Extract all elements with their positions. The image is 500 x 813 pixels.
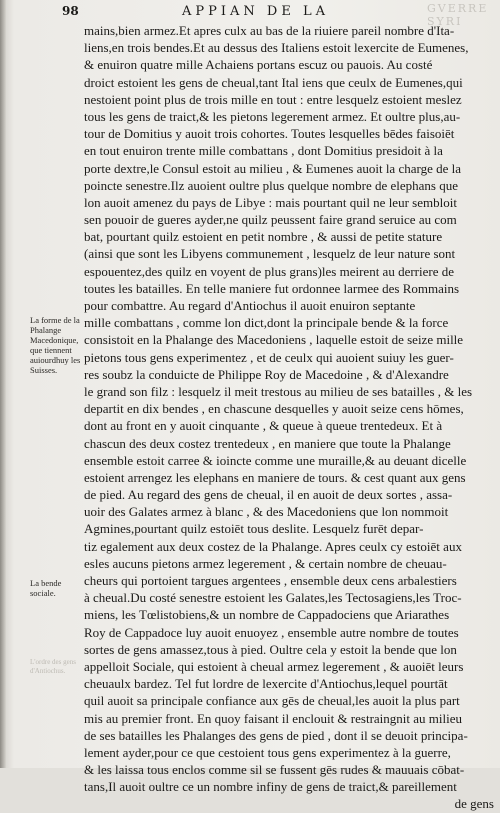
page-number: 98 bbox=[62, 4, 79, 18]
margin-note-phalange: La forme de la Phalange Macedonique, que tiennent auiourdhuy les Suisses. bbox=[30, 315, 81, 375]
text-line: appelloit Sociale, qui estoient à cheual armez legerement , & auoiēt leurs bbox=[84, 658, 464, 674]
text-line: tiz egalement aux deux costez de la Phalange. Apres ceulx cy estoiēt aux bbox=[84, 538, 462, 554]
text-line: & enuiron quatre mille Achaiens portans escuz ou pauois. Au costé bbox=[84, 57, 433, 73]
text-line: Roy de Cappadoce luy auoit enuoyez , ensemble autre nombre de toutes bbox=[84, 624, 459, 640]
text-line: miens, les Tœlistobiens,& un nombre de Cappadociens que Ariarathes bbox=[84, 607, 450, 623]
text-line: pietons tous gens experimentez , et de ceulx qui auoient suiuy les guer- bbox=[84, 349, 454, 365]
text-line: de pied. Au regard des gens de cheual, il en auoit de deux sortes , assa- bbox=[84, 487, 453, 503]
text-line: cheuaulx bardez. Tel fut lordre de lexercite d'Antiochus,lequel pourtāt bbox=[84, 676, 448, 692]
text-line: estoient arrengez les elephans en maniere de tours. & cest quant aux gens bbox=[84, 469, 466, 485]
text-line: bat, pourtant quilz estoient en petit nombre , & aussi de petite stature bbox=[84, 229, 443, 245]
text-line: espouentez,des quilz en voyent de plus grans)les meirent au derriere de bbox=[84, 263, 454, 279]
text-line: tous les gens de traict,& les pietons legerement armez. Et oultre plus,au- bbox=[84, 108, 461, 124]
text-line: à cheual.Du costé senestre estoient les Galates,les Tectosagiens,les Troc- bbox=[84, 590, 462, 606]
binding-gutter bbox=[0, 0, 6, 768]
page-header bbox=[62, 2, 494, 28]
text-line: poincte senestre.Ilz auoient oultre plus quelque nombre de elephans que bbox=[84, 177, 458, 193]
text-line: quil auoit sa principale confiance aux gēs de cheual,les auoit la plus part bbox=[84, 693, 460, 709]
text-line: chascun des deux costez trentedeux , en maniere que toute la Phalange bbox=[84, 435, 451, 451]
margin-bleed-through: L'ordre des gens d'Antiochus. bbox=[30, 658, 76, 675]
bleed-through-text: GVERRE SYRI bbox=[427, 2, 489, 28]
text-line: porte dextre,le Consul estoit au milieu , & Eumenes auoit la charge de la bbox=[84, 160, 462, 176]
text-line: ensemble estoit carree & ioincte comme une muraille,& au deuant dicelle bbox=[84, 452, 467, 468]
text-line: le grand son filz : lesquelz il meit trestous au milieu de ses batailles , & les bbox=[84, 383, 473, 399]
text-line: en tout enuiron trente mille combattans , dont Domitius presidoit à la bbox=[84, 143, 443, 159]
text-line: liens,en trois bendes.Et au dessus des Italiens estoit lexercite de Eumenes, bbox=[84, 40, 469, 56]
margin-note-bende-sociale: La bende sociale. bbox=[30, 578, 62, 598]
text-line: cheurs qui portoient targues argentees , ensemble deux cens arbalestiers bbox=[84, 573, 457, 588]
text-line: esles aucuns pietons armez legerement , & certain nombre de cheuau- bbox=[84, 555, 447, 571]
text-line: mis au premier front. En quoy faisant il enclouit & restraingnit au milieu bbox=[84, 710, 462, 726]
running-title: APPIAN DE LA bbox=[182, 4, 329, 19]
text-line: droict estoient les gens de cheual,tant Ital iens que ceulx de Eumenes,qui bbox=[84, 74, 463, 90]
text-line: lon auoit amenez du pays de Libye : mais pourtant quil ne leur sembloit bbox=[84, 194, 457, 210]
text-line: res soubz la conduicte de Philippe Roy de Macedoine , & d'Alexandre bbox=[84, 366, 449, 382]
text-line: consistoit en la Phalange des Macedoniens , laquelle estoit de seize mille bbox=[84, 332, 464, 348]
text-line: dont au front en y auoit cinquante , & queue à queue trentedeux. Et à bbox=[84, 418, 443, 434]
text-line: (ainsi que sont les Libyens communement , lesquelz de leur nature sont bbox=[84, 246, 456, 262]
text-line: lement ayder,pour ce que cestoient tous gens experimentez à la guerre, bbox=[84, 744, 451, 760]
text-line: nestoient point plus de trois mille en tout : entre lesquelz estoient meslez bbox=[84, 91, 462, 107]
text-line: toutes les batailles. En telle maniere fut ordonnee larmee des Rommains bbox=[84, 280, 460, 296]
text-line: de ses batailles les Phalanges des gens de pied , dont il se deuoit principa- bbox=[84, 727, 468, 743]
text-line: pour combattre. Au regard d'Antiochus il auoit enuiron septante bbox=[84, 298, 416, 313]
text-line: sen pouoir de gueres ayder,ne quilz peussent faire grand seruice au com bbox=[84, 212, 457, 228]
text-line: Agmines,pourtant quilz estoiēt tous deslite. Lesquelz furēt depar- bbox=[84, 521, 424, 537]
catchword: de gens bbox=[454, 796, 494, 812]
text-line: & les laissa tous enclos comme sil se fussent gēs rudes & mauuais cōbat- bbox=[84, 762, 465, 778]
text-line: mille combattans , comme lon dict,dont la principale bende & la force bbox=[84, 315, 449, 331]
text-line: tans,Il auoit oultre ce un nombre infiny de gens de traict,& pareillement bbox=[84, 779, 457, 795]
text-line: tour de Domitius y auoit trois cohortes. Toutes lesquelles bēdes faisoiēt bbox=[84, 126, 455, 142]
text-line: departit en dix bendes , en chascune desquelles y auoit seize cens hōmes, bbox=[84, 401, 464, 417]
text-line: uoir des Galates armez à blanc , & des Macedoniens que lon nommoit bbox=[84, 504, 449, 520]
text-line: sortes de gens amassez,tous à pied. Oultre cela y estoit la bende que lon bbox=[84, 641, 457, 657]
main-text-block bbox=[84, 22, 494, 813]
text-line: mains,bien armez.Et apres culx au bas de la riuiere pareil nombre d'Ita- bbox=[84, 23, 455, 38]
